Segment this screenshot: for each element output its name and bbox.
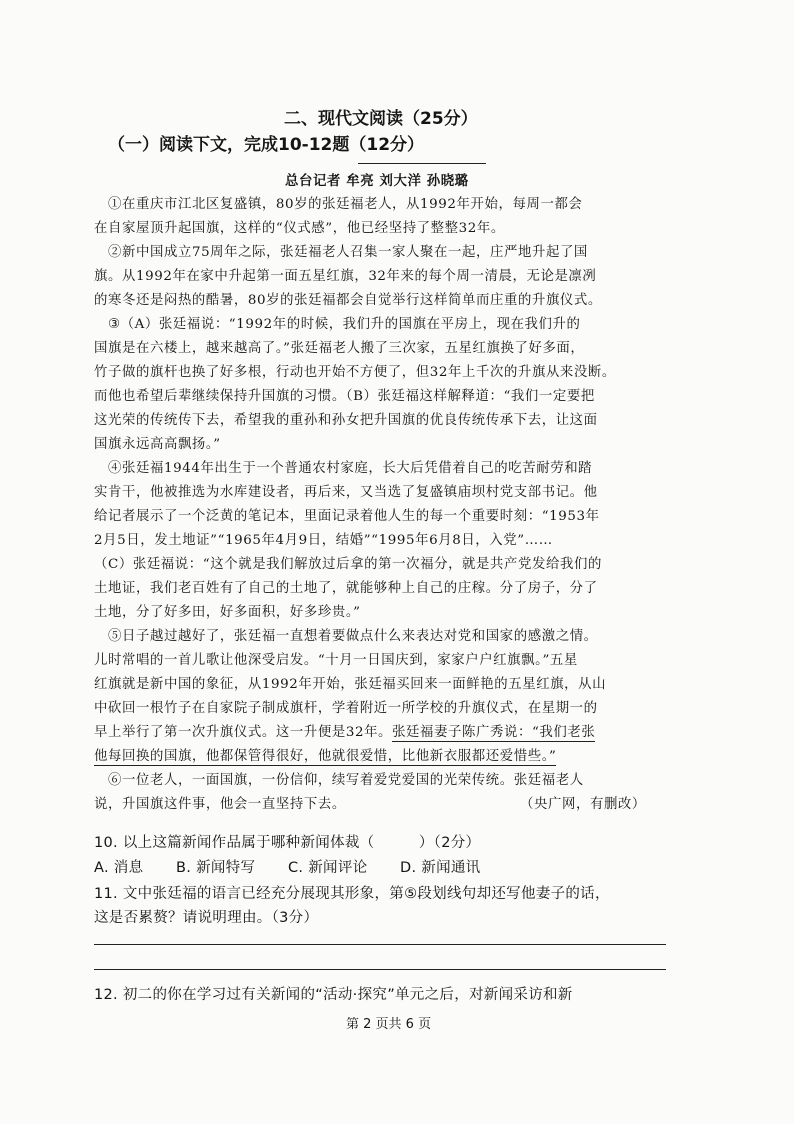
p3-line-6: 国旗永远高高飘扬。”: [94, 437, 221, 452]
p5-line-1: ⑤日子越过越好了，张廷福一直想着要做点什么来表达对党和国家的感激之情。: [108, 629, 598, 644]
p3-line-3: 竹子做的旗杆也换了好多根，行动也开始不方便了，但32年上千次的升旗从来没断。: [94, 365, 616, 380]
q10-option-b: B. 新闻特写: [176, 860, 256, 876]
question-12-line-1: 12. 初二的你在学习过有关新闻的“活动·探究”单元之后，对新闻采访和新: [94, 987, 573, 1003]
p5-line-3: 红旗就是新中国的象征，从1992年开始，张廷福买回来一面鲜艳的五星红旗，从山: [94, 677, 607, 692]
p4-line-1: ④张廷福1944年出生于一个普通农村家庭，长大后凭借着自己的吃苦耐劳和踏: [108, 461, 593, 476]
p3-line-1: ③（A）张廷福说：“1992年的时候，我们升的国旗在平房上，现在我们升的: [108, 317, 581, 332]
article-source: （央广网，有删改）: [520, 797, 646, 812]
q10-option-d: D. 新闻通讯: [400, 860, 481, 876]
question-11-line-2: 这是否累赘？请说明理由。（3分）: [94, 910, 319, 926]
underlined-sentence-part-2: 他每回换的国旗，他都保管得很好，他就很爱惜，比他新衣服都还爱惜些。”: [94, 749, 557, 764]
byline: 总台记者 牟亮 刘大洋 孙晓璐: [285, 173, 469, 189]
part-title: （一）阅读下文，完成10-12题（12分）: [108, 135, 425, 155]
p5-line-2: 儿时常唱的一首儿歌让他深受启发。“十月一日国庆到，家家户户红旗飘。”五星: [94, 653, 578, 668]
p2-line-1: ②新中国成立75周年之际，张廷福老人召集一家人聚在一起，庄严地升起了国: [108, 245, 588, 260]
p6-line-1: ⑥一位老人，一面国旗，一份信仰，续写着爱党爱国的光荣传统。张廷福老人: [108, 773, 584, 788]
p3-line-4: 而他也希望后辈继续保持升国旗的习惯。（B）张廷福这样解释道：“我们一定要把: [94, 389, 595, 404]
p4-line-5: （C）张廷福说：“这个就是我们解放过后拿的第一次福分，就是共产党发给我们的: [94, 557, 602, 572]
answer-line-1[interactable]: [94, 944, 666, 945]
section-title: 二、现代文阅读（25分）: [284, 109, 478, 129]
p4-line-2: 实肯干，他被推选为水库建设者，再后来，又当选了复盛镇庙坝村党支部书记。他: [94, 485, 598, 500]
p2-line-3: 的寒冬还是闷热的酷暑，80岁的张廷福都会自觉举行这样简单而庄重的升旗仪式。: [94, 293, 602, 308]
p4-line-4: 2月5日，发土地证”“1965年4月9日，结婚”“1995年6月8日，入党”……: [94, 533, 553, 548]
underlined-sentence-part-1: 张廷福妻子陈广秀说：“我们老张: [392, 725, 596, 740]
q10-option-a: A. 消息: [94, 860, 144, 876]
answer-line-2[interactable]: [94, 969, 666, 970]
p5-line-5: [94, 721, 595, 740]
q10-option-c: C. 新闻评论: [288, 860, 368, 876]
p6-line-2: 说，升国旗这件事，他会一直坚持下去。: [94, 797, 346, 812]
p3-line-5: 这光荣的传统传下去，希望我的重孙和孙女把升国旗的优良传统传承下去，让这面: [94, 413, 598, 428]
question-10: 10. 以上这篇新闻作品属于哪种新闻体裁（ ）（2分）: [94, 835, 481, 851]
p3-line-2: 国旗是在六楼上，越来越高了。”张廷福老人搬了三次家，五星红旗换了好多面，: [94, 341, 585, 356]
question-11-line-1: 11. 文中张廷福的语言已经充分展现其形象，第⑤段划线句却还写他妻子的话，: [94, 886, 610, 902]
p1-line-2: 在自家屋顶升起国旗，这样的“仪式感”，他已经坚持了整整32年。: [94, 221, 505, 236]
p4-line-7: 土地，分了好多田，好多面积，好多珍贵。”: [94, 605, 361, 620]
p1-line-1: ①在重庆市江北区复盛镇，80岁的张廷福老人，从1992年开始，每周一都会: [108, 197, 583, 212]
p5-line-6: [94, 745, 556, 764]
byline-rule: [358, 163, 486, 164]
p2-line-2: 旗。从1992年在家中升起第一面五星红旗，32年来的每个周一清晨，无论是凛冽: [94, 269, 597, 284]
page-number: 第 2 页共 6 页: [346, 1017, 432, 1032]
p5-line-4: 中砍回一根竹子在自家院子制成旗杆，学着附近一所学校的升旗仪式，在星期一的: [94, 701, 598, 716]
p5-line-5-text: 早上举行了第一次升旗仪式。这一升便是32年。: [94, 725, 393, 740]
p4-line-6: 土地证，我们老百姓有了自己的土地了，就能够种上自己的庄稼。分了房子，分了: [94, 581, 598, 596]
p4-line-3: 给记者展示了一个泛黄的笔记本，里面记录着他人生的每一个重要时刻：“1953年: [94, 509, 600, 524]
